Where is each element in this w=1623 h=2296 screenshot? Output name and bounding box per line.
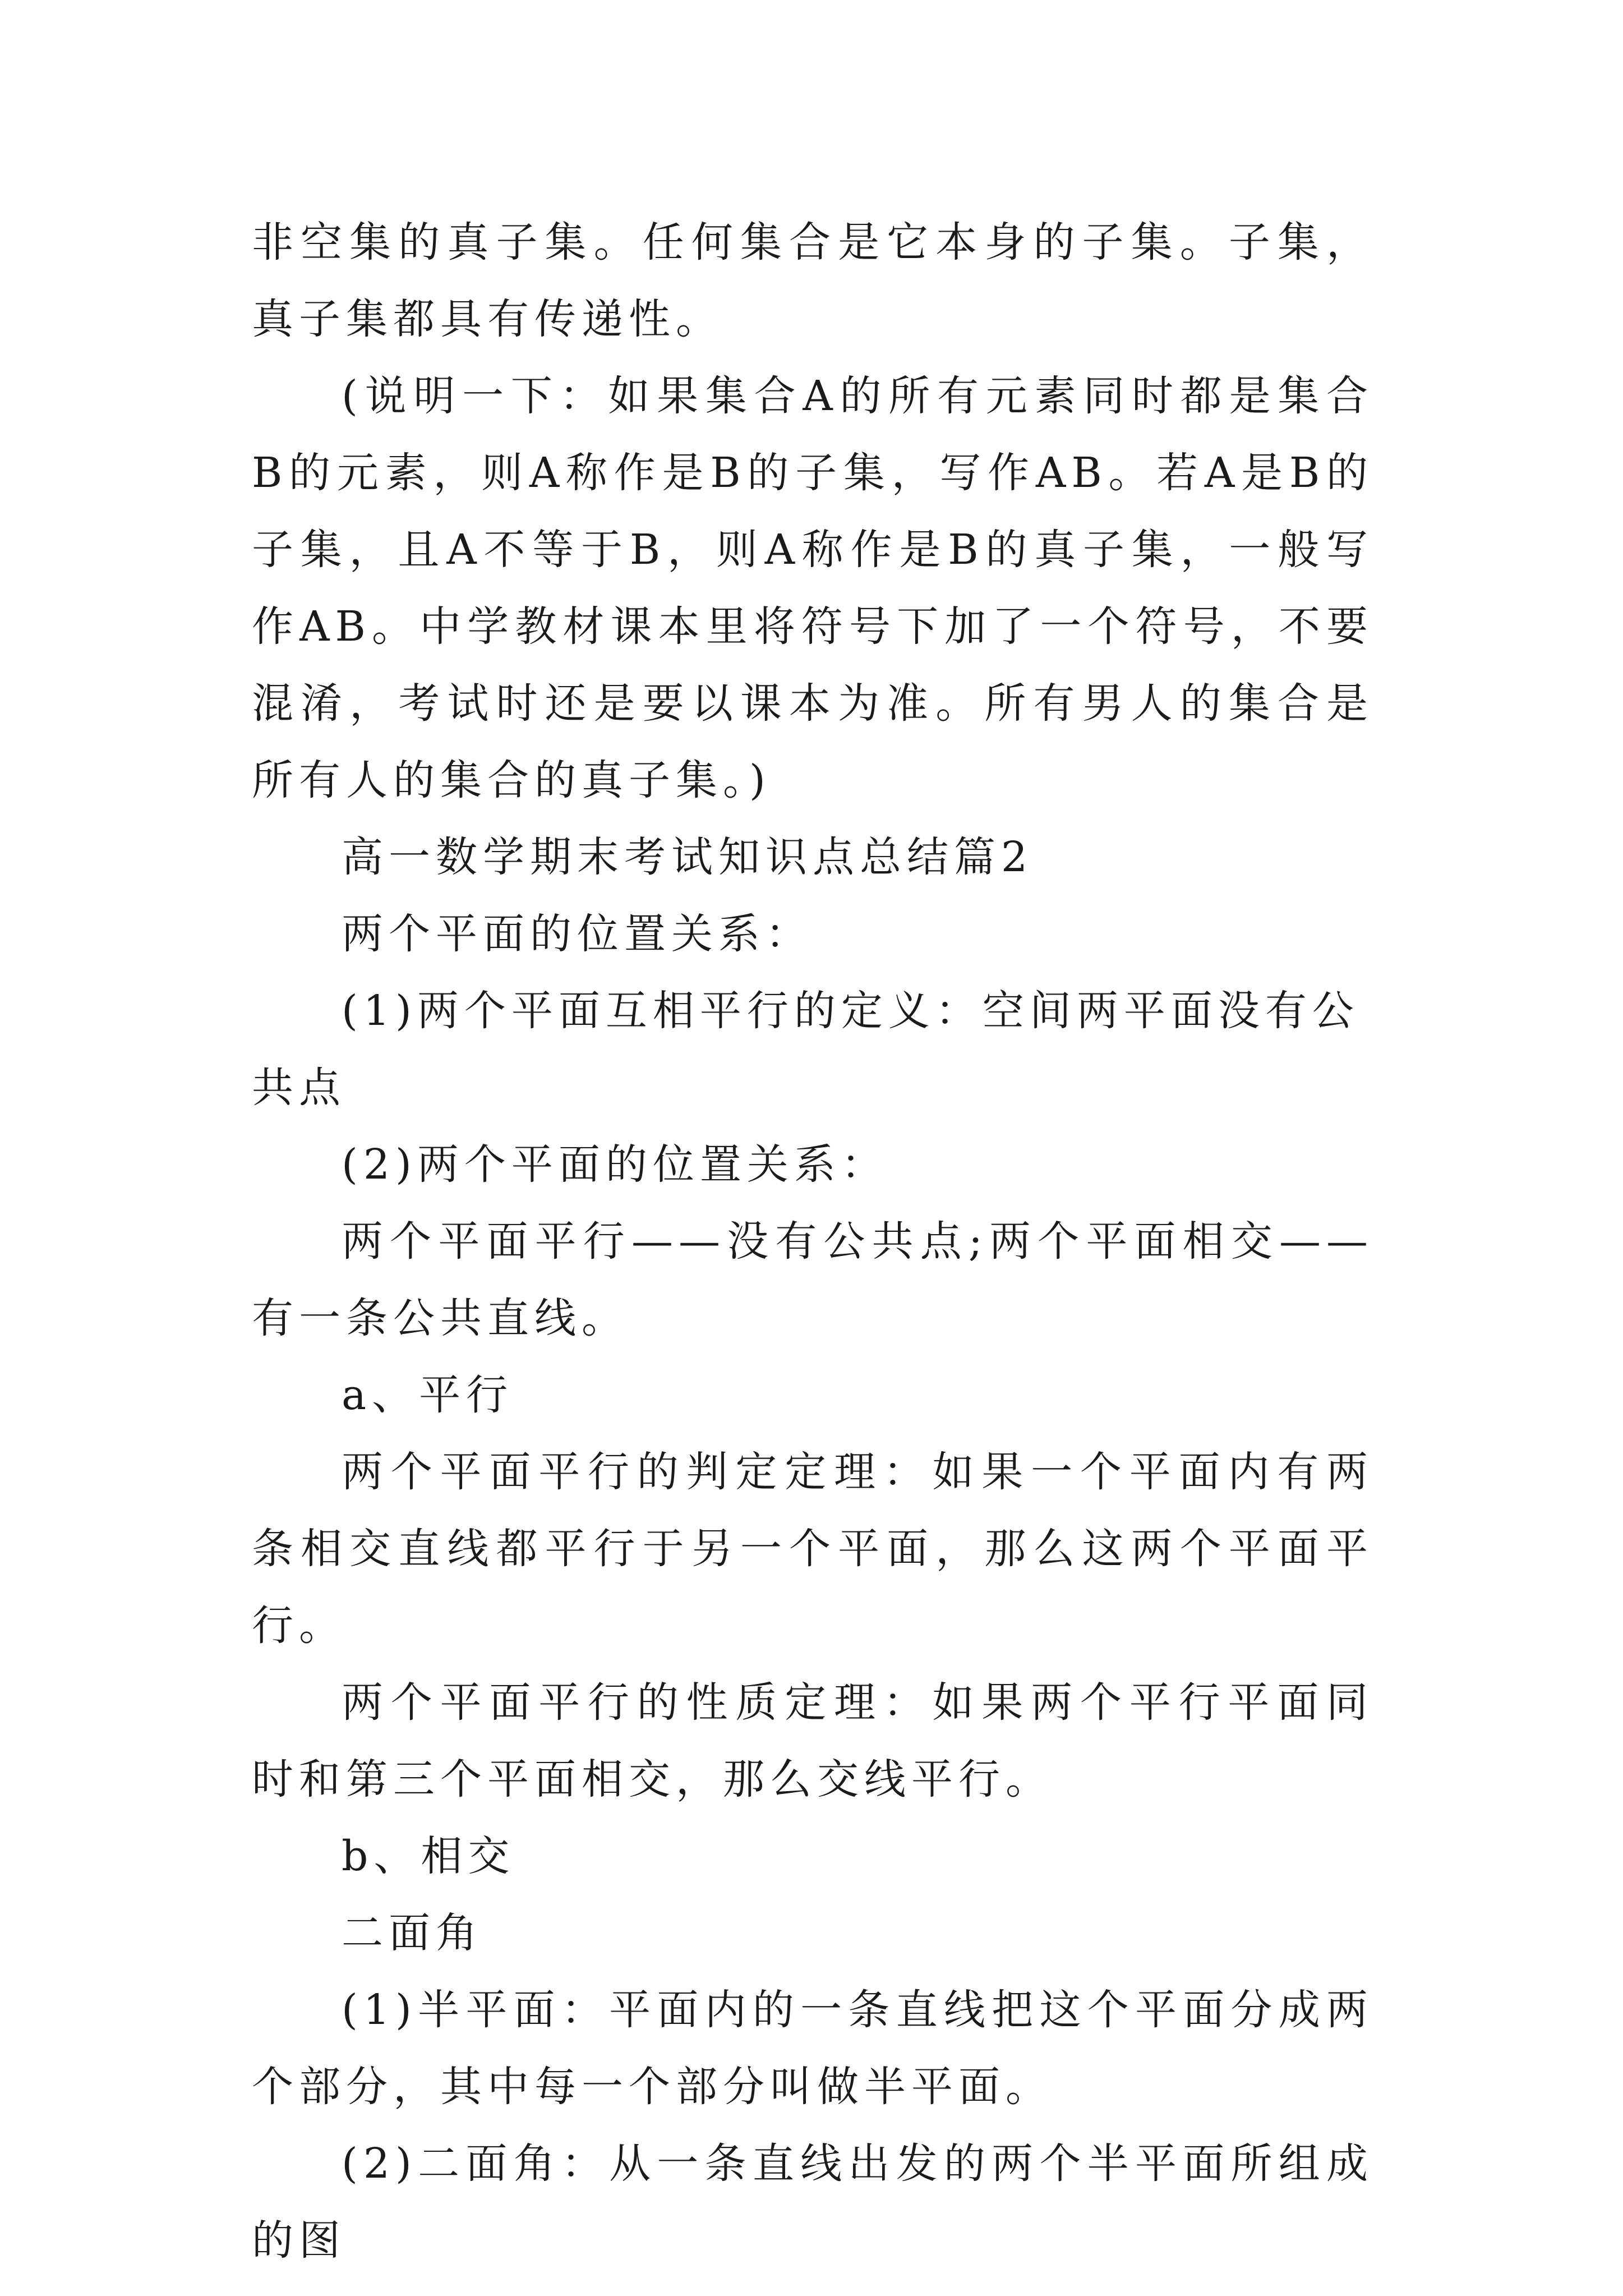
document-body — [252, 204, 1373, 2279]
paragraph-plane-relations-title: 两个平面的位置关系： — [342, 910, 813, 958]
paragraph-parallel-criterion: 两个平面平行的判定定理：如果一个平面内有两条相交直线都平行于另一个平面，那么这两个平面平行。 — [252, 1448, 1373, 1650]
subheading-parallel: a、平行 — [342, 1371, 514, 1419]
paragraph-parallel-property: 两个平面平行的性质定理：如果两个平行平面同时和第三个平面相交，那么交线平行。 — [252, 1678, 1373, 1803]
paragraph-dihedral-definition: (2)二面角：从一条直线出发的两个半平面所组成的图 — [252, 2139, 1373, 2265]
paragraph-half-plane: (1)半平面：平面内的一条直线把这个平面分成两个部分，其中每一个部分叫做半平面。 — [252, 1986, 1373, 2111]
paragraph-subset-transitivity: 非空集的真子集。任何集合是它本身的子集。子集，真子集都具有传递性。 — [252, 218, 1373, 343]
paragraph-parallel-vs-intersect: 两个平面平行——没有公共点;两个平面相交——有一条公共直线。 — [252, 1217, 1373, 1342]
paragraph-plane-relations-list: (2)两个平面的位置关系： — [342, 1140, 888, 1189]
paragraph-parallel-definition: (1)两个平面互相平行的定义：空间两平面没有公共点 — [252, 987, 1359, 1112]
subheading-intersect: b、相交 — [342, 1832, 515, 1880]
paragraph-subset-explanation: (说明一下：如果集合A的所有元素同时都是集合B的元素，则A称作是B的子集，写作AB。若A是B的子集，且A不等于B，则A称作是B的真子集，一般写作AB。中学教材课本里将符号下加了一个符号，不要混淆，考试时还是要以课本为准。所有男人的集合是所有人的集合的真子集。) — [252, 372, 1373, 804]
subheading-dihedral-angle: 二面角 — [342, 1909, 483, 1957]
section-heading: 高一数学期末考试知识点总结篇2 — [342, 833, 1034, 881]
